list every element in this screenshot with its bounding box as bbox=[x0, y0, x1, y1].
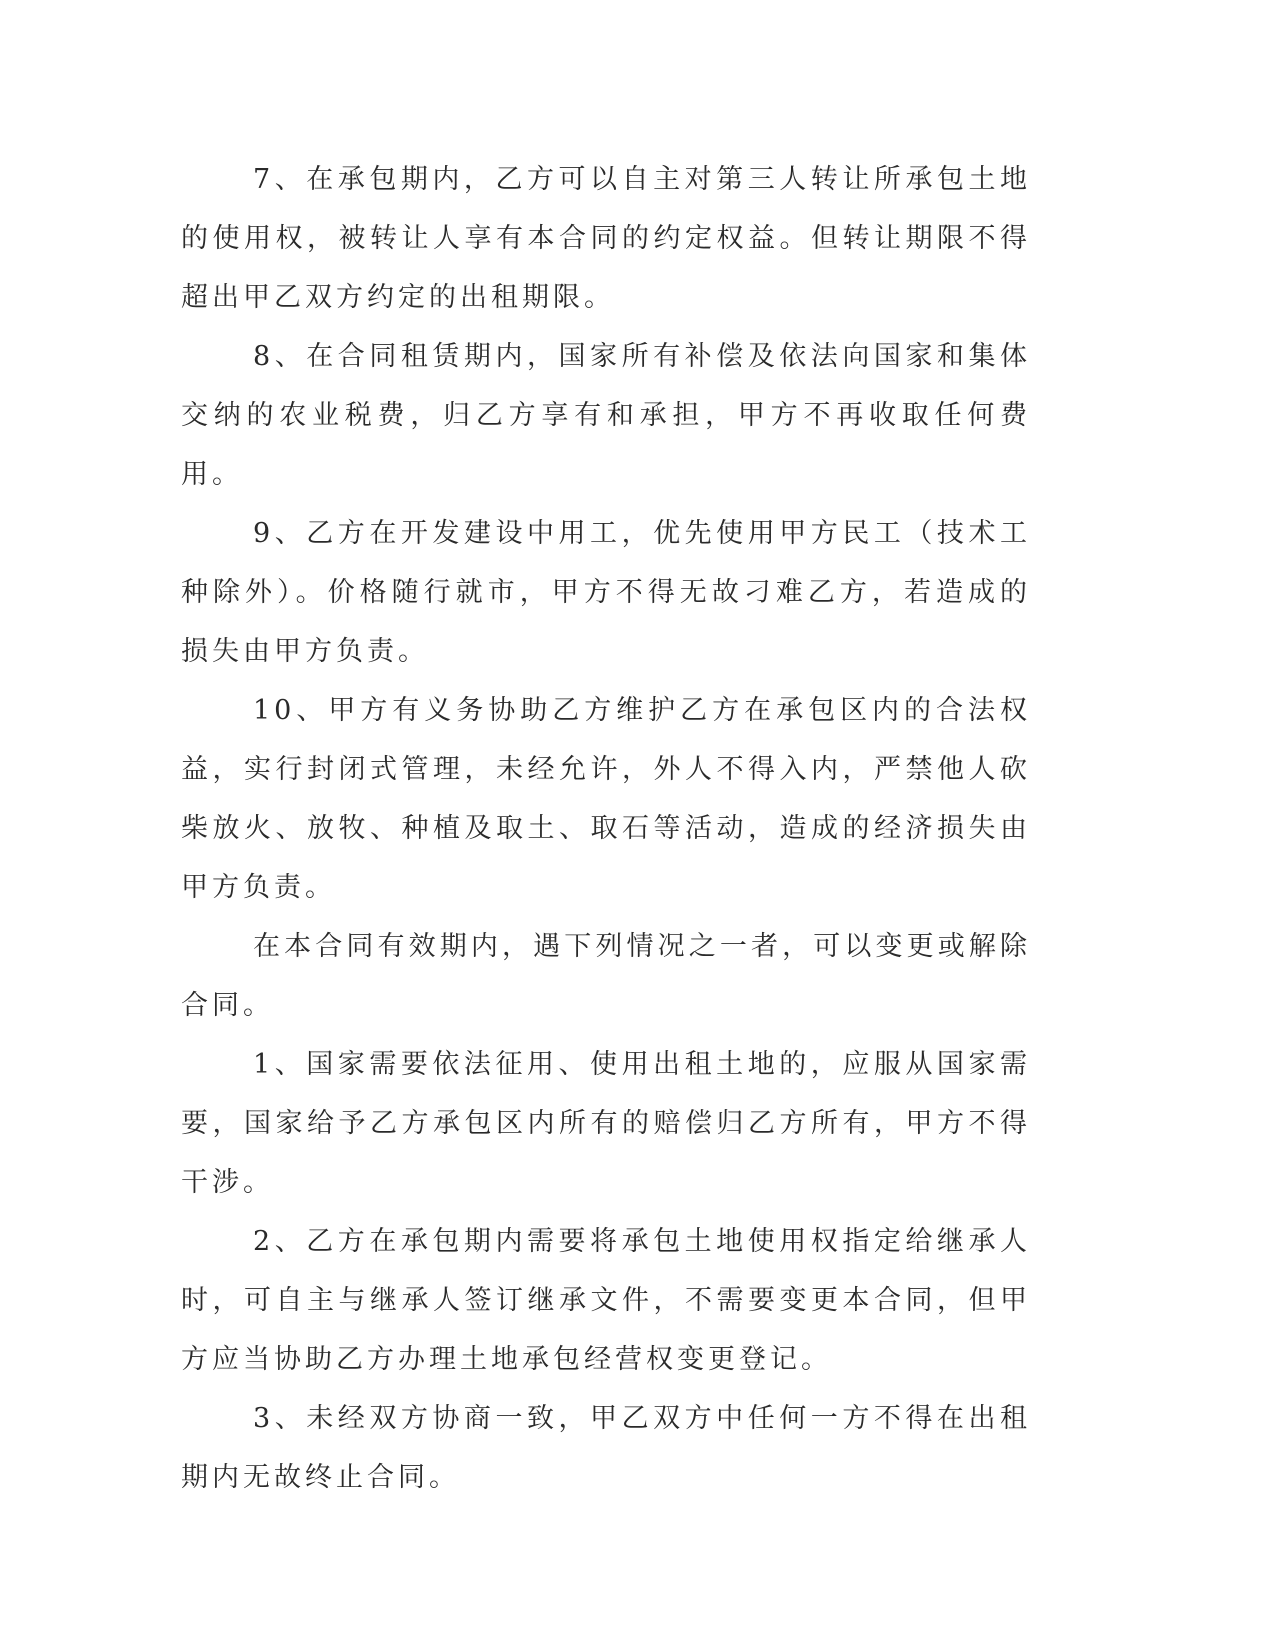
termination-item-3-paragraph: 3、未经双方协商一致，甲乙双方中任何一方不得在出租期内无故终止合同。 bbox=[181, 1403, 1031, 1493]
termination-item-2-paragraph: 2、乙方在承包期内需要将承包土地使用权指定给继承人时，可自主与继承人签订继承文件，不需要变更本合同，但甲方应当协助乙方办理土地承包经营权变更登记。 bbox=[181, 1226, 1031, 1375]
clause-9-paragraph: 9、乙方在开发建设中用工，优先使用甲方民工（技术工种除外）。价格随行就市，甲方不得无故刁难乙方，若造成的损失由甲方负责。 bbox=[181, 518, 1031, 667]
termination-intro-paragraph: 在本合同有效期内，遇下列情况之一者，可以变更或解除合同。 bbox=[181, 931, 1031, 1021]
clause-8-paragraph: 8、在合同租赁期内，国家所有补偿及依法向国家和集体交纳的农业税费，归乙方享有和承担，甲方不再收取任何费用。 bbox=[181, 341, 1031, 490]
termination-item-1-paragraph: 1、国家需要依法征用、使用出租土地的，应服从国家需要，国家给予乙方承包区内所有的赔偿归乙方所有，甲方不得干涉。 bbox=[181, 1049, 1031, 1198]
clause-7-paragraph: 7、在承包期内，乙方可以自主对第三人转让所承包土地的使用权，被转让人享有本合同的约定权益。但转让期限不得超出甲乙双方约定的出租期限。 bbox=[181, 164, 1031, 313]
document-page bbox=[181, 150, 1031, 1507]
clause-10-paragraph: 10、甲方有义务协助乙方维护乙方在承包区内的合法权益，实行封闭式管理，未经允许，外人不得入内，严禁他人砍柴放火、放牧、种植及取土、取石等活动，造成的经济损失由甲方负责。 bbox=[181, 695, 1031, 903]
